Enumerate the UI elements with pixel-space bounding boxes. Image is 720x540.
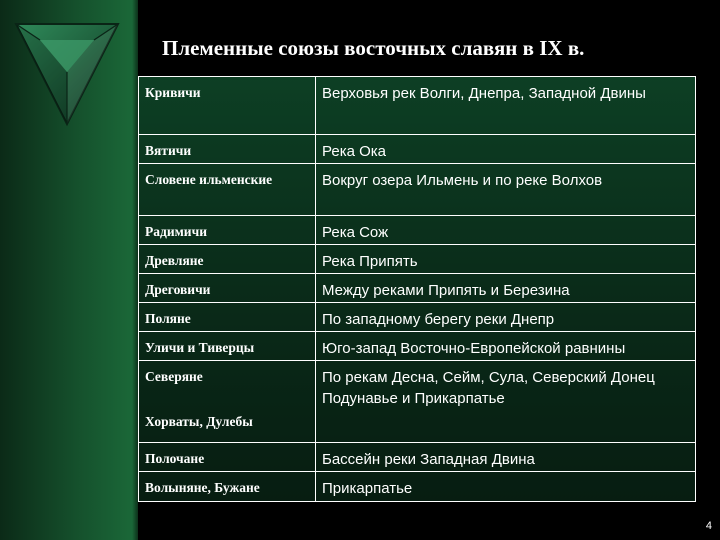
tribe-name: Кривичи <box>139 77 316 135</box>
tribe-area: Верховья рек Волги, Днепра, Западной Двины <box>316 77 696 135</box>
table-row <box>139 216 696 245</box>
table-row <box>139 164 696 216</box>
slide-title: Племенные союзы восточных славян в IX в. <box>162 36 585 60</box>
tribe-area: Юго-запад Восточно-Европейской равнины <box>316 332 696 361</box>
tribe-area: По западному берегу реки Днепр <box>316 303 696 332</box>
tribe-name: Уличи и Тиверцы <box>139 332 316 361</box>
tribe-area: Бассейн реки Западная Двина <box>316 443 696 472</box>
tribe-name: Вятичи <box>139 135 316 164</box>
table-row <box>139 443 696 472</box>
tribe-area: Река Припять <box>316 245 696 274</box>
tribe-name: Радимичи <box>139 216 316 245</box>
table-row <box>139 245 696 274</box>
tribe-name: Полочане <box>139 443 316 472</box>
tribe-name: Северяне <box>145 369 203 384</box>
tribe-area: Прикарпатье <box>316 472 696 502</box>
table-row <box>139 332 696 361</box>
table-row <box>139 472 696 502</box>
table-row <box>139 135 696 164</box>
tribe-area-group <box>316 361 696 443</box>
table-row <box>139 274 696 303</box>
tribe-name: Древляне <box>139 245 316 274</box>
tribes-table <box>138 76 696 502</box>
table-row <box>139 361 696 443</box>
left-decorative-band <box>0 0 138 540</box>
tribe-area: Между реками Припять и Березина <box>316 274 696 303</box>
tribe-name: Словене ильменские <box>139 164 316 216</box>
tribe-name-group <box>139 361 316 443</box>
tribe-area: Вокруг озера Ильмень и по реке Волхов <box>316 164 696 216</box>
tribe-name: Поляне <box>139 303 316 332</box>
table-row <box>139 303 696 332</box>
tribe-name: Волыняне, Бужане <box>139 472 316 502</box>
row-gap <box>145 387 309 412</box>
tribe-area: Река Сож <box>316 216 696 245</box>
tribe-name: Хорваты, Дулебы <box>145 414 253 429</box>
green-triangle-logo-icon <box>12 10 122 130</box>
tribe-area: По рекам Десна, Сейм, Сула, Северский Донец <box>322 369 655 386</box>
tribe-name: Дреговичи <box>139 274 316 303</box>
table-row <box>139 77 696 135</box>
page-number: 4 <box>705 520 712 532</box>
tribe-area: Река Ока <box>316 135 696 164</box>
tribe-area: Подунавье и Прикарпатье <box>322 390 505 407</box>
